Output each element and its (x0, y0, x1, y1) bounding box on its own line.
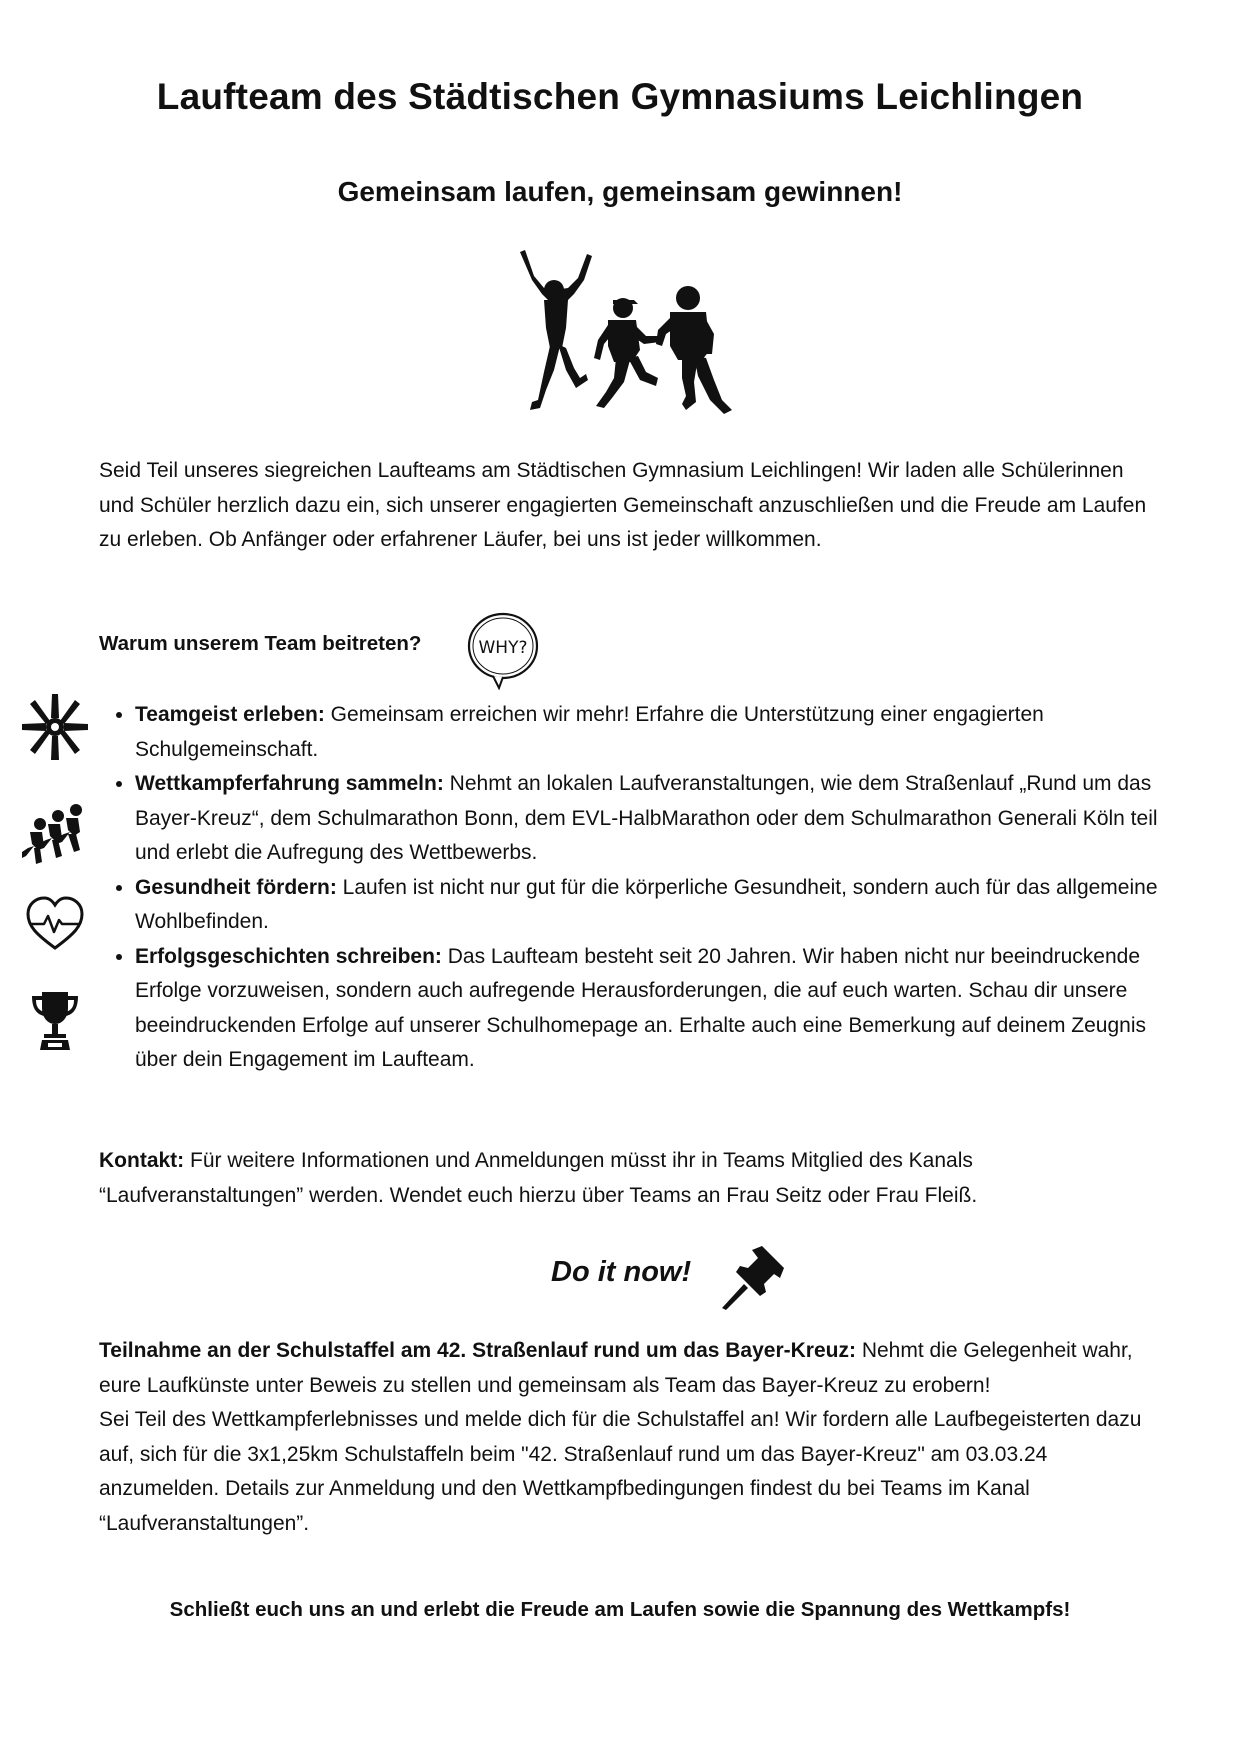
benefit-title: Erfolgsgeschichten schreiben: (135, 944, 442, 968)
cta-text: Do it now! (551, 1256, 692, 1288)
trophy-icon (22, 988, 88, 1054)
call-to-action (0, 1246, 1240, 1316)
benefit-text: Das Laufteam besteht seit 20 Jahren. Wir haben nicht nur beeindruckende Erfolge vorzuweisen, sondern auch aufregende Herausforderungen, die auf euch warten. Schau dir unsere beeindruckenden Erfolge auf unserer Schulhomepage an. Erhalte auch eine Bemerkung auf deinem Zeugnis über dein Engagement im Laufteam. (135, 944, 1146, 1071)
closing-line: Schließt euch uns an und erlebt die Freude am Laufen sowie die Spannung des Wettkampfs! (169, 1598, 1071, 1621)
heartbeat-icon (22, 892, 88, 958)
list-item (135, 767, 1159, 871)
benefits-list (99, 698, 1159, 1078)
contact-text: Für weitere Informationen und Anmeldungen müsst ihr in Teams Mitglied des Kanals “Laufveranstaltungen” werden. Wendet euch hierzu über Teams an Frau Seitz oder Frau Fleiß. (99, 1149, 978, 1207)
runners-silhouette-icon (510, 250, 740, 425)
benefit-title: Teamgeist erleben: (135, 703, 325, 726)
speech-bubble-icon (465, 610, 541, 690)
team-hands-icon (22, 694, 88, 760)
staffel-text-2: Sei Teil des Wettkampferlebnisses und melde dich für die Schulstaffel an! Wir fordern alle Laufbegeisterten dazu auf, sich für die 3x1,25km Schulstaffeln beim "42. Straßenlauf rund um das Bayer-Kreuz" am 03.03.24 anzumelden. Details zur Anmeldung und den Wettkampfbedingungen findest du bei Teams im Kanal “Laufveranstaltungen”. (99, 1408, 1142, 1535)
pushpin-icon (722, 1246, 784, 1312)
benefit-title: Wettkampferfahrung sammeln: (135, 772, 444, 795)
runners-icon (22, 800, 88, 866)
staffel-text: Nehmt die Gelegenheit wahr, eure Laufkünste unter Beweis zu stellen und gemeinsam als Team das Bayer-Kreuz zu erobern! (99, 1339, 1133, 1397)
benefit-text: Laufen ist nicht nur gut für die körperliche Gesundheit, sondern auch für das allgemeine Wohlbefinden. (135, 875, 1158, 933)
list-item (135, 871, 1159, 940)
why-section-header (99, 610, 599, 690)
staffel-label: Teilnahme an der Schulstaffel am 42. Straßenlauf rund um das Bayer-Kreuz: (99, 1339, 856, 1362)
list-item (135, 698, 1159, 767)
page-subtitle: Gemeinsam laufen, gemeinsam gewinnen! (337, 176, 903, 207)
why-bubble-text: WHY? (478, 638, 528, 658)
page-title: Laufteam des Städtischen Gymnasiums Leichlingen (156, 76, 1084, 117)
intro-paragraph: Seid Teil unseres siegreichen Laufteams am Städtischen Gymnasium Leichlingen! Wir laden alle Schülerinnen und Schüler herzlich dazu ein, sich unserer engagierten Gemeinschaft anzuschließen und die Freude am Laufen zu erleben. Ob Anfänger oder erfahrener Läufer, bei uns ist jeder willkommen. (99, 459, 1147, 551)
contact-paragraph (99, 1144, 1159, 1213)
benefit-text: Gemeinsam erreichen wir mehr! Erfahre die Unterstützung einer engagierten Schulgemeinschaft. (135, 703, 1044, 761)
benefit-title: Gesundheit fördern: (135, 875, 337, 899)
list-item (135, 940, 1159, 1078)
benefit-text: Nehmt an lokalen Laufveranstaltungen, wie dem Straßenlauf „Rund um das Bayer-Kreuz“, dem Schulmarathon Bonn, dem EVL-HalbMarathon oder dem Schulmarathon Generali Köln teil und erlebt die Aufregung des Wettbewerbs. (135, 772, 1158, 864)
why-heading: Warum unserem Team beitreten? (99, 632, 422, 655)
staffel-paragraph (99, 1334, 1159, 1541)
contact-label: Kontakt: (99, 1149, 185, 1172)
